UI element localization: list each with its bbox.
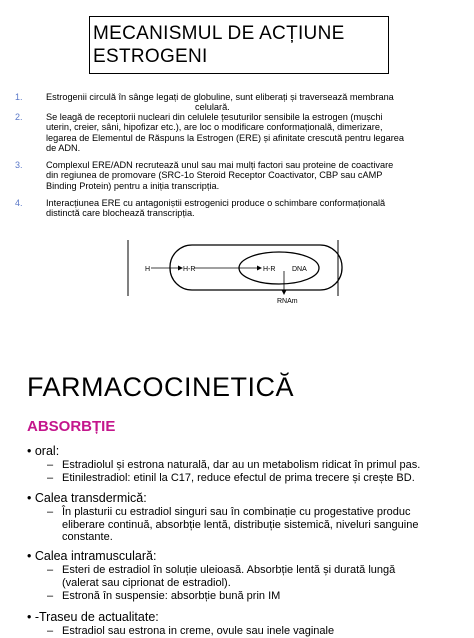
dash: – (47, 506, 54, 518)
item-text: distinctă care blochează transcripția. (46, 208, 195, 219)
arrowhead (257, 266, 262, 271)
item-number: 4. (15, 198, 23, 208)
subsection-heading: ABSORBȚIE (27, 418, 116, 435)
item-number: 1. (15, 92, 23, 102)
sub-text: Estradiolul și estrona naturală, dar au un metabolism ridicat în primul pas. (62, 459, 421, 471)
sub-text: eliberare continuă, absorbție lentă, distribuție sistemică, niveluri sanguine (62, 518, 419, 531)
bullet-oral: • oral: (27, 444, 60, 458)
item-text: din regiunea de promovare (SRC-1o Steroid Receptor Coactivator, CBP sau cAMP (46, 170, 383, 181)
label-hr-outer: H-R (183, 266, 196, 273)
item-text: Complexul ERE/ADN recrutează unul sau mai mulți factori sau proteine de coactivare (46, 160, 394, 170)
slide-title-line-2: ESTROGENI (93, 46, 208, 67)
sub-text: Estradiol sau estrona in creme, ovule sau inele vaginale (62, 625, 335, 637)
slide-title-line-1: MECANISMUL DE ACȚIUNE (93, 23, 345, 44)
label-hr-inner: H-R (263, 266, 276, 273)
item-text: Interacțiunea ERE cu antagoniștii estrogenici produce o schimbare conformațională (46, 198, 386, 208)
sub-text: Estronă în suspensie: absorbție bună prin IM (62, 590, 281, 602)
dash: – (47, 625, 54, 637)
sub-text: Esteri de estradiol în soluție uleioasă. Absorbție lentă și durată lungă (62, 564, 396, 576)
sub-text: constante. (62, 531, 113, 543)
item-text: Binding Protein) pentru a iniția transcripția. (46, 180, 220, 191)
label-rnam: RNAm (277, 298, 298, 305)
label-dna: DNA (292, 266, 307, 273)
item-number: 3. (15, 160, 23, 170)
section-heading: FARMACOCINETICĂ (27, 372, 295, 402)
dash: – (47, 590, 54, 602)
item-text: Se leagă de receptorii nucleari din celulele țesuturilor sensibile la estrogen (mușchi (46, 112, 383, 122)
dash: – (47, 459, 54, 471)
sub-text: În plasturii cu estradiol singuri sau în combinație cu progestative produc (62, 506, 411, 518)
bullet-transdermal: • Calea transdermică: (27, 491, 147, 505)
label-h: H (145, 266, 151, 273)
item-text: de ADN. (46, 143, 81, 154)
cell-outline (170, 245, 342, 290)
item-text: celulară. (195, 102, 230, 113)
sub-text: (valerat sau ciprionat de estradiol). (62, 576, 231, 589)
arrowhead (282, 290, 287, 295)
bullet-current-route: • -Traseu de actualitate: (27, 610, 159, 624)
dash: – (47, 564, 54, 576)
bullet-intramuscular: • Calea intramusculară: (27, 549, 157, 563)
item-text: uterin, creier, sâni, hipofizar etc.), are loc o modificare conformațională, dimerizare, (46, 122, 383, 133)
sub-text: Etinilestradiol: etinil la C17, reduce efectul de prima trecere și crește BD. (62, 472, 415, 484)
item-text: legarea de Elementul de Răspuns la Estrogen (ERE) și afinitate crescută pentru legarea (46, 132, 405, 143)
item-number: 2. (15, 112, 23, 122)
dash: – (47, 472, 54, 484)
item-text: Estrogenii circulă în sânge legați de globuline, sunt eliberați și traversează membrana (46, 92, 394, 102)
